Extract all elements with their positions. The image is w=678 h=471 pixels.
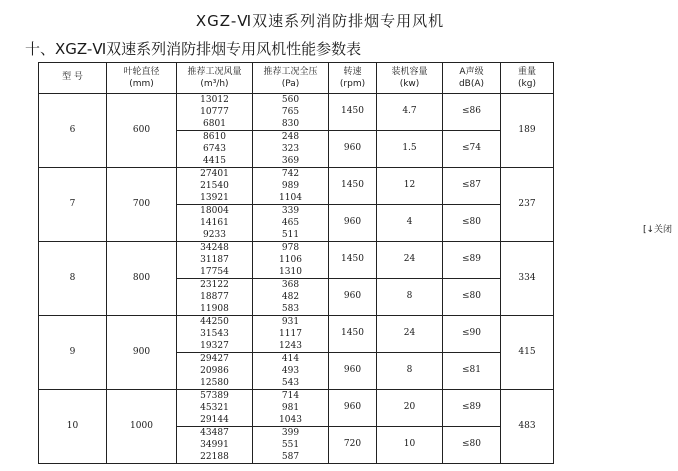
speed-cell: 720 xyxy=(329,427,377,464)
header-noise: A声级 dB(A) xyxy=(443,63,501,94)
impeller-cell: 600 xyxy=(107,94,177,168)
model-cell: 6 xyxy=(39,94,107,168)
noise-cell: ≤81 xyxy=(443,353,501,390)
model-cell: 7 xyxy=(39,168,107,242)
model-cell: 10 xyxy=(39,390,107,464)
close-link[interactable]: [↓关闭 xyxy=(643,225,673,235)
speed-cell: 960 xyxy=(329,205,377,242)
table-row xyxy=(39,94,554,131)
pressure-cell: 978 1106 1310 xyxy=(253,242,329,279)
capacity-cell: 4 xyxy=(377,205,443,242)
capacity-cell: 1.5 xyxy=(377,131,443,168)
capacity-cell: 24 xyxy=(377,242,443,279)
airflow-cell: 44250 31543 19327 xyxy=(177,316,253,353)
capacity-cell: 4.7 xyxy=(377,94,443,131)
pressure-cell: 742 989 1104 xyxy=(253,168,329,205)
table-row xyxy=(39,390,554,427)
noise-cell: ≤74 xyxy=(443,131,501,168)
pressure-cell: 414 493 543 xyxy=(253,353,329,390)
noise-cell: ≤90 xyxy=(443,316,501,353)
speed-cell: 1450 xyxy=(329,168,377,205)
airflow-cell: 27401 21540 13921 xyxy=(177,168,253,205)
capacity-cell: 8 xyxy=(377,353,443,390)
table-header-row xyxy=(39,63,554,94)
noise-cell: ≤87 xyxy=(443,168,501,205)
speed-cell: 1450 xyxy=(329,242,377,279)
airflow-cell: 34248 31187 17754 xyxy=(177,242,253,279)
airflow-cell: 57389 45321 29144 xyxy=(177,390,253,427)
airflow-cell: 23122 18877 11908 xyxy=(177,279,253,316)
impeller-cell: 800 xyxy=(107,242,177,316)
impeller-cell: 700 xyxy=(107,168,177,242)
header-model: 型 号 xyxy=(39,63,107,94)
pressure-cell: 714 981 1043 xyxy=(253,390,329,427)
noise-cell: ≤80 xyxy=(443,427,501,464)
model-cell: 8 xyxy=(39,242,107,316)
table-row xyxy=(39,242,554,279)
header-airflow: 推荐工况风量 (m³/h) xyxy=(177,63,253,94)
pressure-cell: 339 465 511 xyxy=(253,205,329,242)
pressure-cell: 931 1117 1243 xyxy=(253,316,329,353)
speed-cell: 960 xyxy=(329,279,377,316)
speed-cell: 960 xyxy=(329,131,377,168)
airflow-cell: 8610 6743 4415 xyxy=(177,131,253,168)
noise-cell: ≤89 xyxy=(443,242,501,279)
weight-cell: 483 xyxy=(501,390,554,464)
speed-cell: 960 xyxy=(329,353,377,390)
pressure-cell: 368 482 583 xyxy=(253,279,329,316)
speed-cell: 1450 xyxy=(329,316,377,353)
table-row xyxy=(39,316,554,353)
pressure-cell: 560 765 830 xyxy=(253,94,329,131)
capacity-cell: 8 xyxy=(377,279,443,316)
performance-table xyxy=(38,62,554,464)
header-pressure: 推荐工况全压 (Pa) xyxy=(253,63,329,94)
pressure-cell: 399 551 587 xyxy=(253,427,329,464)
header-weight: 重量 (kg) xyxy=(501,63,554,94)
airflow-cell: 13012 10777 6801 xyxy=(177,94,253,131)
capacity-cell: 10 xyxy=(377,427,443,464)
airflow-cell: 29427 20986 12580 xyxy=(177,353,253,390)
header-impeller-diameter: 叶轮直径 (mm) xyxy=(107,63,177,94)
airflow-cell: 18004 14161 9233 xyxy=(177,205,253,242)
speed-cell: 1450 xyxy=(329,94,377,131)
model-cell: 9 xyxy=(39,316,107,390)
noise-cell: ≤80 xyxy=(443,205,501,242)
pressure-cell: 248 323 369 xyxy=(253,131,329,168)
header-speed: 转速 (rpm) xyxy=(329,63,377,94)
capacity-cell: 24 xyxy=(377,316,443,353)
impeller-cell: 900 xyxy=(107,316,177,390)
noise-cell: ≤89 xyxy=(443,390,501,427)
impeller-cell: 1000 xyxy=(107,390,177,464)
weight-cell: 415 xyxy=(501,316,554,390)
table-row xyxy=(39,168,554,205)
weight-cell: 334 xyxy=(501,242,554,316)
capacity-cell: 12 xyxy=(377,168,443,205)
page-title: XGZ-Ⅵ双速系列消防排烟专用风机 xyxy=(195,12,445,30)
weight-cell: 189 xyxy=(501,94,554,168)
noise-cell: ≤86 xyxy=(443,94,501,131)
section-title: 十、XGZ-Ⅵ双速系列消防排烟专用风机性能参数表 xyxy=(25,40,362,58)
speed-cell: 960 xyxy=(329,390,377,427)
weight-cell: 237 xyxy=(501,168,554,242)
noise-cell: ≤80 xyxy=(443,279,501,316)
capacity-cell: 20 xyxy=(377,390,443,427)
header-capacity: 装机容量 (kw) xyxy=(377,63,443,94)
airflow-cell: 43487 34991 22188 xyxy=(177,427,253,464)
